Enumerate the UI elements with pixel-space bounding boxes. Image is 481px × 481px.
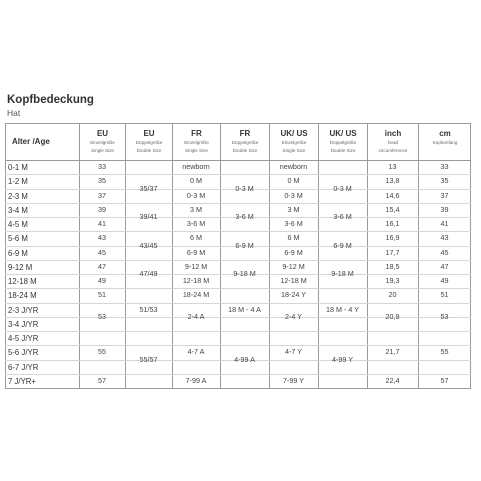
age-label: 2-3 J/YR xyxy=(8,305,39,315)
column-header-title: FR xyxy=(239,129,251,138)
table-cell: 3-6 M xyxy=(186,219,206,229)
table-cell: 37 xyxy=(440,190,449,200)
table-cell: 3-6 M xyxy=(333,212,352,221)
table-cell: 53 xyxy=(98,311,106,321)
column-header-subtitle: Single Size xyxy=(282,147,306,153)
column-header-6 xyxy=(318,124,367,160)
table-cell: 13 xyxy=(388,162,397,172)
table-cell: 55 xyxy=(440,347,449,357)
table-cell: 6-9 M xyxy=(333,240,352,250)
table-cell: 51 xyxy=(440,290,449,300)
column-header-subtitle: circumference xyxy=(378,147,408,153)
column-divider xyxy=(220,124,221,388)
table-cell: 20,9 xyxy=(385,311,400,321)
age-label: 5-6 J/YR xyxy=(8,348,39,358)
page-subtitle: Hat xyxy=(7,108,21,118)
row-divider xyxy=(5,174,471,175)
table-cell: 21,7 xyxy=(385,347,400,357)
age-label: 4-5 M xyxy=(8,220,28,229)
table-cell: 16,9 xyxy=(385,233,400,243)
row-divider xyxy=(5,303,471,304)
table-cell: 51/53 xyxy=(139,304,158,314)
column-header-subtitle: Doppelgröße xyxy=(135,140,163,145)
column-header-subtitle: Single Size xyxy=(91,147,114,153)
table-cell: 35 xyxy=(98,176,106,186)
table-cell: 20 xyxy=(388,290,397,300)
age-label: 4-5 J/YR xyxy=(8,334,39,343)
table-cell: 53 xyxy=(440,311,449,321)
table-cell: 45 xyxy=(98,247,106,257)
table-cell: 22,4 xyxy=(385,375,400,385)
table-cell: 41 xyxy=(440,219,449,229)
column-header-0 xyxy=(5,124,79,160)
table-cell: 37 xyxy=(98,190,106,200)
column-header-3 xyxy=(172,124,220,160)
table-cell: 16,1 xyxy=(385,219,400,229)
row-divider xyxy=(5,288,471,289)
table-cell: 9-18 M xyxy=(233,269,256,278)
column-header-subtitle: Double Size xyxy=(136,147,162,153)
table-cell: 18 M - 4 A xyxy=(228,304,261,314)
table-cell: 43/45 xyxy=(139,240,158,250)
table-cell: 0-3 M xyxy=(284,190,303,200)
row-divider xyxy=(5,231,471,232)
header-divider xyxy=(5,160,471,161)
column-header-7 xyxy=(367,124,418,160)
table-cell: 9-12 M xyxy=(282,261,305,271)
table-cell: 47/49 xyxy=(139,269,158,278)
age-label: 3-4 M xyxy=(8,205,28,215)
row-divider xyxy=(5,331,471,332)
table-cell: 33 xyxy=(98,162,106,172)
table-cell: newborn xyxy=(182,162,210,172)
column-header-title: inch xyxy=(384,129,402,138)
table-cell: 0-3 M xyxy=(186,190,206,200)
table-cell: 18-24 Y xyxy=(280,290,307,300)
column-header-subtitle: Einzelgröße xyxy=(281,140,307,145)
table-cell: 4-7 A xyxy=(187,347,205,357)
column-header-subtitle: head xyxy=(387,140,399,145)
column-header-subtitle: Doppelgröße xyxy=(329,140,357,145)
row-divider xyxy=(5,260,471,261)
column-header-subtitle: Doppelgröße xyxy=(231,140,259,145)
table-cell: 43 xyxy=(440,233,449,243)
table-cell: 51 xyxy=(98,290,106,300)
table-cell: 57 xyxy=(98,375,106,385)
table-cell: 35 xyxy=(440,176,449,186)
column-divider xyxy=(125,124,126,388)
age-label: 9-12 M xyxy=(8,262,33,272)
table-cell: 3 M xyxy=(190,204,202,214)
page-title: Kopfbedeckung xyxy=(7,94,94,106)
table-cell: newborn xyxy=(279,162,308,172)
table-cell: 39 xyxy=(440,204,449,214)
table-cell: 49 xyxy=(98,276,106,286)
table-cell: 17,7 xyxy=(385,247,400,257)
table-cell: 43 xyxy=(98,233,106,243)
table-cell: 6-9 M xyxy=(235,240,254,250)
row-divider xyxy=(5,374,471,375)
age-label: 6-7 J/YR xyxy=(8,362,39,372)
column-header-subtitle: Double Size xyxy=(232,147,258,153)
column-header-title: EU xyxy=(143,129,155,138)
table-cell: 39 xyxy=(98,204,106,214)
table-cell: 57 xyxy=(440,375,449,385)
table-cell: 0 M xyxy=(287,176,300,186)
table-cell: 7-99 A xyxy=(185,375,207,385)
table-cell: 0-3 M xyxy=(333,183,352,193)
column-header-subtitle: Kopfumfang xyxy=(432,140,458,145)
size-table xyxy=(5,123,471,389)
table-cell: 9-18 M xyxy=(331,269,354,278)
table-cell: 6 M xyxy=(190,233,202,243)
column-header-4 xyxy=(220,124,269,160)
table-cell: 4-99 Y xyxy=(331,354,354,364)
table-cell: 18,5 xyxy=(385,261,400,271)
table-cell: 49 xyxy=(440,276,449,286)
column-header-5 xyxy=(269,124,318,160)
column-header-2 xyxy=(125,124,172,160)
age-label: 18-24 M xyxy=(8,291,37,301)
table-cell: 13,8 xyxy=(385,176,400,186)
table-cell: 6 M xyxy=(287,233,300,243)
table-cell: 55/57 xyxy=(139,354,158,364)
table-cell: 19,3 xyxy=(385,276,400,286)
column-header-title: cm xyxy=(439,129,451,138)
table-cell: 14,6 xyxy=(385,190,400,200)
column-header-title: UK/ US xyxy=(280,129,308,138)
table-cell: 47 xyxy=(440,261,449,271)
table-cell: 2-4 Y xyxy=(284,311,303,321)
column-header-subtitle: Double Size xyxy=(330,147,356,153)
column-header-subtitle: Einzelgröße xyxy=(90,140,115,145)
age-label: 6-9 M xyxy=(8,248,28,258)
age-label: 1-2 M xyxy=(8,177,28,187)
table-cell: 3-6 M xyxy=(235,212,254,221)
table-cell: 18-24 M xyxy=(182,290,210,300)
table-cell: 45 xyxy=(440,247,449,257)
column-divider xyxy=(5,124,6,388)
table-cell: 15,4 xyxy=(385,204,400,214)
table-cell: 33 xyxy=(440,162,449,172)
table-cell: 3-6 M xyxy=(284,219,303,229)
table-cell: 35/37 xyxy=(139,183,158,193)
column-header-subtitle: Einzelgröße xyxy=(184,140,209,145)
table-cell: 47 xyxy=(98,261,106,271)
table-cell: 55 xyxy=(98,347,106,357)
column-header-subtitle: Single Size xyxy=(185,147,208,153)
table-cell: 6-9 M xyxy=(186,247,206,257)
table-cell: 9-12 M xyxy=(184,261,208,271)
age-label: 2-3 M xyxy=(8,191,28,201)
table-cell: 12-18 M xyxy=(182,276,210,286)
table-cell: 12-18 M xyxy=(280,276,307,286)
row-divider xyxy=(5,345,471,346)
column-divider xyxy=(318,124,319,388)
column-header-1 xyxy=(79,124,125,160)
age-label: 12-18 M xyxy=(8,277,37,286)
column-header-title: Alter /Age xyxy=(12,137,50,146)
table-cell: 41 xyxy=(98,219,106,229)
table-cell: 4-7 Y xyxy=(284,347,303,357)
column-header-title: FR xyxy=(191,129,202,138)
table-cell: 39/41 xyxy=(139,212,158,221)
age-label: 7 J/YR+ xyxy=(8,376,36,386)
table-cell: 3 M xyxy=(287,204,300,214)
table-cell: 4-99 A xyxy=(234,354,255,364)
table-cell: 6-9 M xyxy=(284,247,303,257)
age-label: 0-1 M xyxy=(8,163,28,172)
table-cell: 2-4 A xyxy=(187,311,205,321)
table-cell: 7-99 Y xyxy=(282,375,305,385)
row-divider xyxy=(5,203,471,204)
table-cell: 0-3 M xyxy=(235,183,254,193)
column-header-8 xyxy=(418,124,471,160)
column-header-title: UK/ US xyxy=(329,129,357,138)
age-label: 5-6 M xyxy=(8,234,28,244)
age-label: 3-4 J/YR xyxy=(8,319,39,329)
table-cell: 18 M - 4 Y xyxy=(325,304,360,314)
column-header-title: EU xyxy=(96,129,109,138)
table-cell: 0 M xyxy=(190,176,202,186)
